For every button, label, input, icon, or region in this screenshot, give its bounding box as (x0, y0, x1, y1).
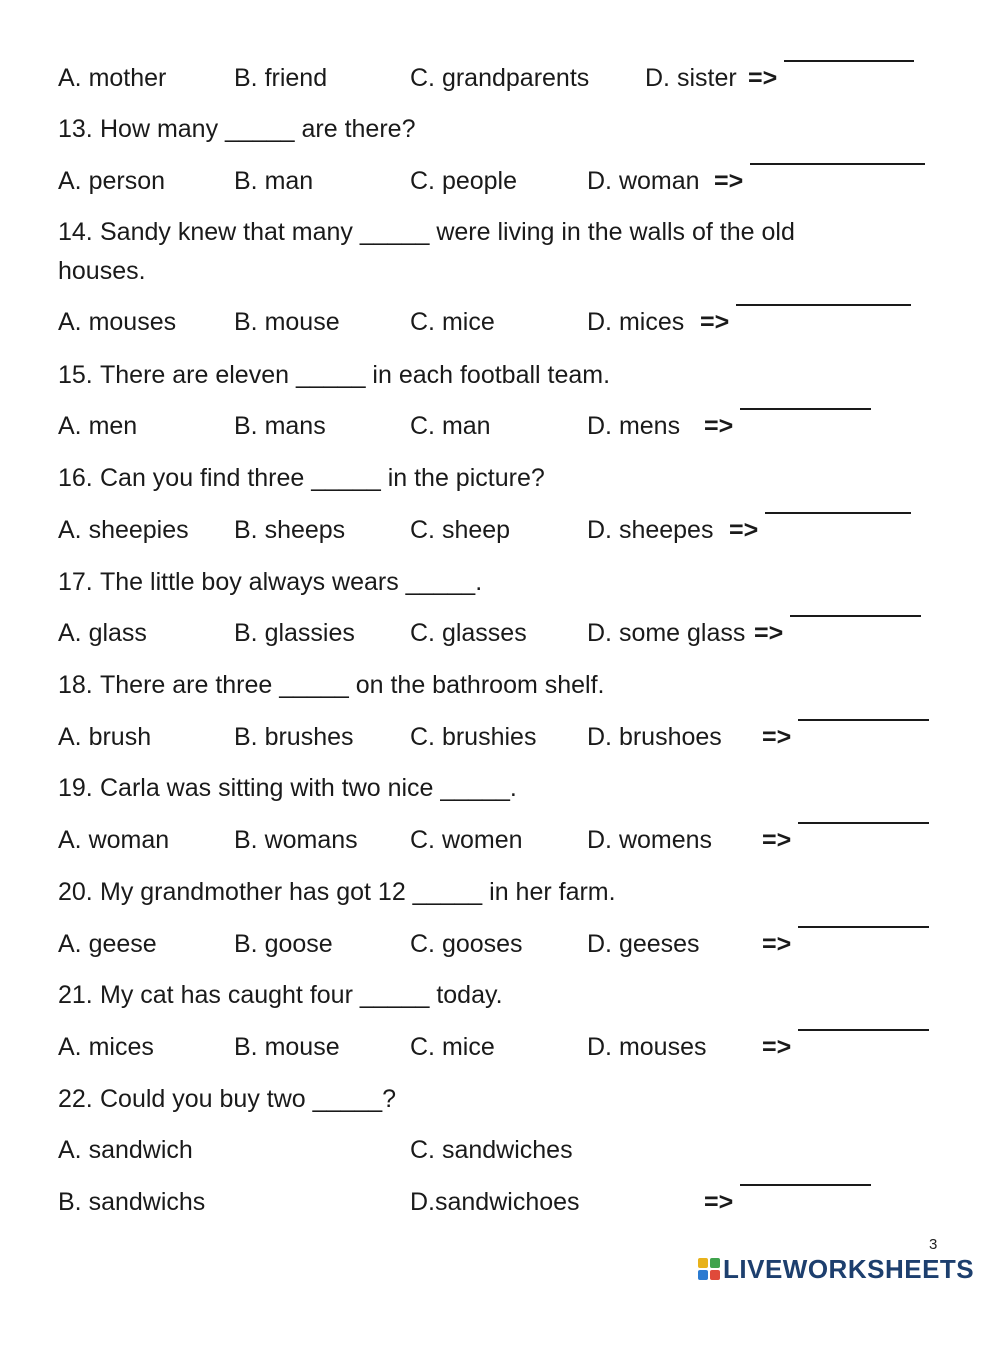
question-text: There are three _____ on the bathroom shelf. (100, 671, 605, 699)
option-a: A. woman (58, 826, 170, 854)
option-a: A. glass (58, 619, 147, 647)
options-row-13 (0, 163, 1000, 199)
question-14 (0, 214, 1000, 250)
option-c: C. sheep (410, 516, 511, 544)
question-22 (0, 1081, 1000, 1117)
answer-arrow: => (762, 826, 792, 854)
options-row-22b (0, 1184, 1000, 1220)
option-c: C. brushies (410, 723, 537, 751)
option-b: B. glassies (234, 619, 355, 647)
option-b: B. mans (234, 412, 326, 440)
option-a: A. sandwich (58, 1136, 193, 1164)
question-number: 20. (58, 878, 93, 906)
page-number: 3 (929, 1236, 938, 1253)
question-21 (0, 977, 1000, 1013)
option-d: D. womens (587, 826, 713, 854)
answer-blank-22[interactable] (740, 1184, 871, 1186)
question-15 (0, 357, 1000, 393)
options-row-22a (0, 1132, 1000, 1168)
logo-text: LIVEWORKSHEETS (723, 1254, 975, 1284)
question-number: 19. (58, 774, 93, 802)
question-number: 15. (58, 361, 93, 389)
answer-arrow: => (700, 308, 730, 336)
question-19 (0, 770, 1000, 806)
option-b: B. sheeps (234, 516, 346, 544)
question-number: 13. (58, 115, 93, 143)
options-row-20 (0, 926, 1000, 962)
option-c: C. mice (410, 1033, 495, 1061)
question-14-continued (0, 253, 1000, 289)
logo-square-red (710, 1270, 720, 1280)
question-number: 17. (58, 568, 93, 596)
answer-arrow: => (714, 167, 744, 195)
option-d: D. brushoes (587, 723, 722, 751)
logo-square-blue (698, 1270, 708, 1280)
question-text: Carla was sitting with two nice _____. (100, 774, 517, 802)
option-a: A. men (58, 412, 138, 440)
option-d: D. some glass (587, 619, 746, 647)
option-d: D. mices (587, 308, 685, 336)
question-13 (0, 111, 1000, 147)
answer-arrow: => (748, 64, 778, 92)
option-b: B. friend (234, 64, 328, 92)
option-c: C. women (410, 826, 523, 854)
question-number: 22. (58, 1085, 93, 1113)
question-number: 18. (58, 671, 93, 699)
answer-blank-14[interactable] (736, 304, 911, 306)
answer-arrow: => (762, 1033, 792, 1061)
option-c: C. man (410, 412, 491, 440)
question-number: 14. (58, 218, 93, 246)
answer-blank-18[interactable] (798, 719, 929, 721)
option-a: A. geese (58, 930, 157, 958)
answer-arrow: => (704, 412, 734, 440)
option-b: B. man (234, 167, 314, 195)
option-c: C. glasses (410, 619, 527, 647)
question-number: 21. (58, 981, 93, 1009)
option-d: D. geeses (587, 930, 700, 958)
options-row-19 (0, 822, 1000, 858)
liveworksheets-logo-icon (698, 1258, 720, 1280)
option-b: B. mouse (234, 308, 340, 336)
question-text: How many _____ are there? (100, 115, 416, 143)
question-20 (0, 874, 1000, 910)
question-text-continued: houses. (58, 257, 146, 285)
answer-arrow: => (729, 516, 759, 544)
option-d: D. mens (587, 412, 681, 440)
logo-square-green (710, 1258, 720, 1268)
option-b: B. sandwichs (58, 1188, 206, 1216)
answer-arrow: => (704, 1188, 734, 1216)
answer-blank-21[interactable] (798, 1029, 929, 1031)
question-text: My cat has caught four _____ today. (100, 981, 503, 1009)
question-text: There are eleven _____ in each football team. (100, 361, 611, 389)
option-c: C. sandwiches (410, 1136, 573, 1164)
options-row-12 (0, 60, 1000, 96)
options-row-15 (0, 408, 1000, 444)
answer-blank-19[interactable] (798, 822, 929, 824)
option-c: C. gooses (410, 930, 523, 958)
answer-arrow: => (754, 619, 784, 647)
option-b: B. goose (234, 930, 333, 958)
answer-blank-20[interactable] (798, 926, 929, 928)
question-text: The little boy always wears _____. (100, 568, 483, 596)
question-16 (0, 460, 1000, 496)
options-row-14 (0, 304, 1000, 340)
answer-blank-17[interactable] (790, 615, 921, 617)
answer-blank-16[interactable] (765, 512, 911, 514)
options-row-17 (0, 615, 1000, 651)
answer-arrow: => (762, 723, 792, 751)
question-17 (0, 564, 1000, 600)
option-b: B. brushes (234, 723, 354, 751)
option-c: C. grandparents (410, 64, 590, 92)
options-row-21 (0, 1029, 1000, 1065)
option-d: D. woman (587, 167, 700, 195)
option-d: D. sister (645, 64, 737, 92)
answer-blank-13[interactable] (750, 163, 925, 165)
option-a: A. brush (58, 723, 152, 751)
option-a: A. sheepies (58, 516, 189, 544)
option-a: A. person (58, 167, 166, 195)
option-c: C. people (410, 167, 518, 195)
options-row-18 (0, 719, 1000, 755)
option-b: B. womans (234, 826, 358, 854)
liveworksheets-logo (698, 1254, 974, 1284)
options-row-16 (0, 512, 1000, 548)
option-b: B. mouse (234, 1033, 340, 1061)
option-a: A. mother (58, 64, 167, 92)
option-c: C. mice (410, 308, 495, 336)
answer-blank-15[interactable] (740, 408, 871, 410)
option-a: A. mices (58, 1033, 154, 1061)
question-text: Can you find three _____ in the picture? (100, 464, 545, 492)
option-d: D. sheepes (587, 516, 714, 544)
question-number: 16. (58, 464, 93, 492)
question-text: My grandmother has got 12 _____ in her farm. (100, 878, 616, 906)
question-text: Sandy knew that many _____ were living in the walls of the old (100, 218, 795, 246)
answer-arrow: => (762, 930, 792, 958)
option-d: D.sandwichoes (410, 1188, 580, 1216)
logo-square-yellow (698, 1258, 708, 1268)
answer-blank-12[interactable] (784, 60, 914, 62)
question-18 (0, 667, 1000, 703)
option-a: A. mouses (58, 308, 177, 336)
question-text: Could you buy two _____? (100, 1085, 397, 1113)
option-d: D. mouses (587, 1033, 707, 1061)
